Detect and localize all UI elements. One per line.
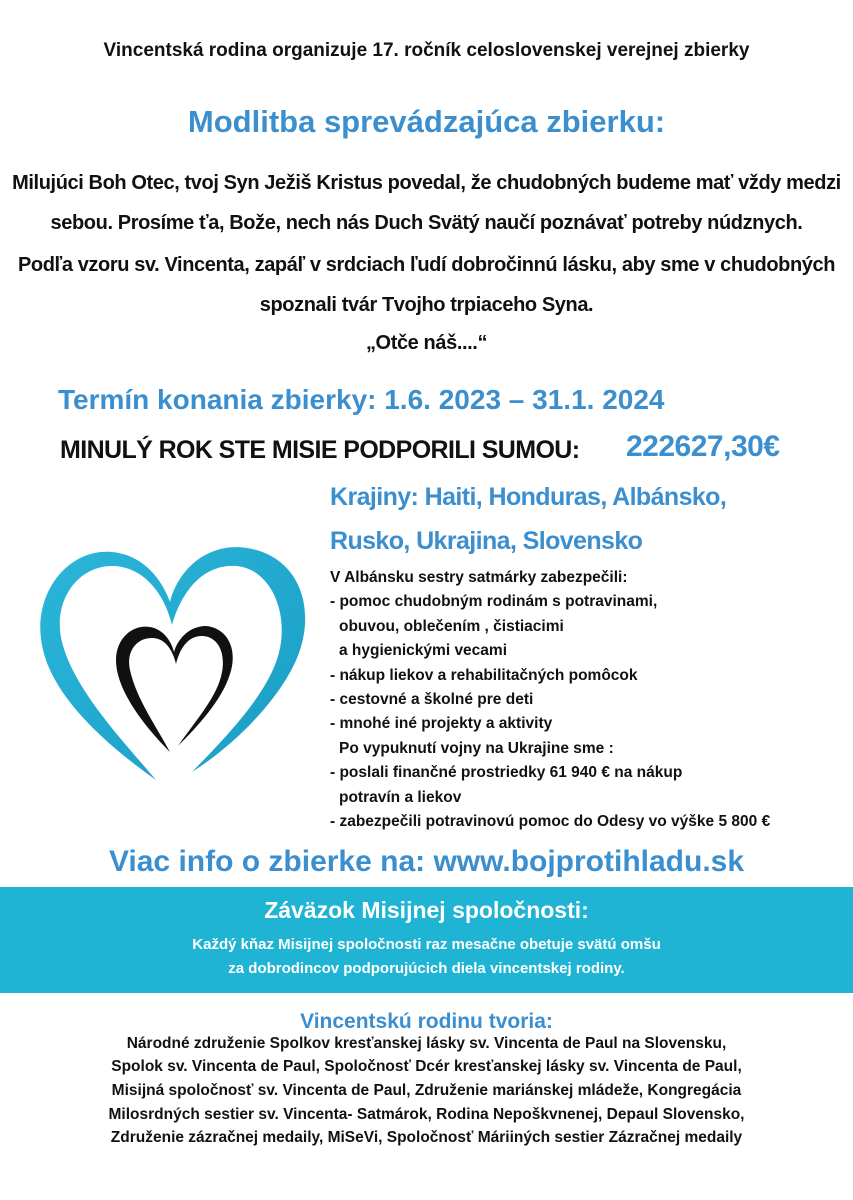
prayer-line: Podľa vzoru sv. Vincenta, zapáľ v srdciach ľudí dobročinnú lásku, aby sme v chudobných — [17, 254, 836, 276]
commitment-title: Záväzok Misijnej spoločnosti: — [264, 897, 589, 923]
list-item: - poslali finančné prostriedky 61 940 € na nákup — [330, 764, 683, 782]
list-item: - nákup liekov a rehabilitačných pomôcok — [330, 666, 638, 684]
family-line: Misijná spoločnosť sv. Vincenta de Paul, Združenie mariánskej mládeže, Kongregácia — [111, 1082, 742, 1099]
family-line: Národné združenie Spolkov kresťanskej lásky sv. Vincenta de Paul na Slovensku, — [126, 1035, 727, 1052]
countries-line: Rusko, Ukrajina, Slovensko — [330, 527, 643, 555]
family-title: Vincentskú rodinu tvoria: — [300, 1010, 553, 1033]
last-year-label: MINULÝ ROK STE MISIE PODPORILI SUMOU: — [60, 436, 580, 464]
list-item: obuvou, oblečením , čistiacimi — [339, 617, 564, 635]
heart-logo-icon — [32, 540, 312, 785]
commitment-text: za dobrodincov podporujúcich diela vincentskej rodiny. — [228, 960, 625, 977]
list-item: Po vypuknutí vojny na Ukrajine sme : — [339, 739, 614, 757]
prayer-line: sebou. Prosíme ťa, Bože, nech nás Duch Svätý naučí poznávať potreby núdznych. — [50, 212, 803, 234]
commitment-text: Každý kňaz Misijnej spoločnosti raz mesačne obetuje svätú omšu — [192, 936, 661, 953]
more-info-link[interactable]: Viac info o zbierke na: www.bojprotihladu.sk — [108, 845, 745, 878]
collection-term: Termín konania zbierky: 1.6. 2023 – 31.1. 2024 — [58, 384, 665, 415]
list-item: V Albánsku sestry satmárky zabezpečili: — [330, 569, 628, 586]
family-line: Spolok sv. Vincenta de Paul, Spoločnosť Dcér kresťanskej lásky sv. Vincenta de Paul, — [111, 1058, 742, 1075]
family-line: Združenie zázračnej medaily, MiSeVi, Spoločnosť Máriiných sestier Zázračnej medaily — [110, 1129, 743, 1146]
prayer-title: Modlitba sprevádzajúca zbierku: — [187, 104, 666, 139]
list-item: - cestovné a školné pre deti — [330, 691, 534, 709]
organizer-line: Vincentská rodina organizuje 17. ročník celoslovenskej verejnej zbierky — [103, 40, 750, 61]
list-item: - zabezpečili potravinovú pomoc do Odesy vo výške 5 800 € — [330, 813, 771, 831]
prayer-line: „Otče náš....“ — [365, 332, 488, 354]
list-item: a hygienickými vecami — [339, 642, 508, 660]
last-year-amount: 222627,30€ — [626, 430, 780, 463]
prayer-line: Milujúci Boh Otec, tvoj Syn Ježiš Kristus povedal, že chudobných budeme mať vždy medzi — [12, 172, 841, 194]
countries-line: Krajiny: Haiti, Honduras, Albánsko, — [330, 483, 727, 511]
prayer-line: spoznali tvár Tvojho trpiaceho Syna. — [259, 294, 594, 316]
family-line: Milosrdných sestier sv. Vincenta- Satmárok, Rodina Nepoškvnenej, Depaul Slovensko, — [108, 1106, 745, 1123]
activities-list — [330, 566, 770, 834]
list-item: potravín a liekov — [339, 788, 462, 806]
list-item: - mnohé iné projekty a aktivity — [330, 715, 553, 733]
list-item: - pomoc chudobným rodinám s potravinami, — [330, 593, 658, 611]
